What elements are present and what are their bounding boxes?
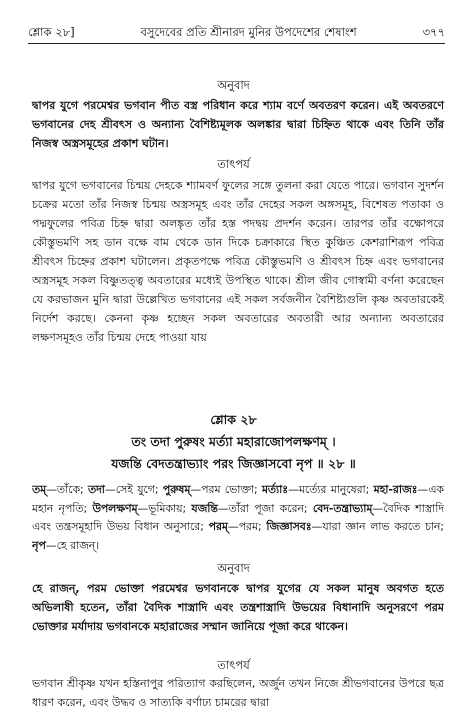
header-verse-ref: শ্লোক ২৮] [28, 25, 75, 39]
synonym-word: উপলক্ষণম্ [92, 501, 138, 515]
synonym-meaning: পরম ভোক্তা; [201, 483, 258, 496]
verse-number: শ্লোক ২৮ [210, 412, 257, 427]
purport-text-2: ভগবান শ্রীকৃষ্ণ যখন হস্তিনাপুর পরিত্যাগ করছিলেন, অর্জুন তখন নিজে শ্রীভগবানের উপরে ছত্র ধারণ করেন, এবং উদ্ধব ও সাত্যকি বর্ণাঢ্য চামরের দ্বারা [32, 677, 444, 708]
synonym-meaning: এক মহান নৃপতি; [32, 483, 444, 515]
synonym-meaning: হে রাজন্। [56, 538, 100, 552]
translation-heading-2: অনুবাদ [217, 561, 250, 575]
running-header [28, 24, 445, 43]
synonym-word: পুরুষম্ [162, 483, 191, 496]
purport-heading: তাৎপর্য [217, 157, 250, 171]
verse-line-2: যজন্তি বেদতন্ত্রাভ্যাং পরং জিজ্ঞাসবো নৃপ ॥ ২৮ ॥ [111, 456, 356, 471]
purport-text: দ্বাপর যুগে ভগবানের চিন্ময় দেহকে শ্যামবর্ণ ফুলের সঙ্গে তুলনা করা যেতে পারে। ভগবান সুদর্শন চক্রের মতো তাঁর নিজস্ব চিন্ময় অস্ত্রসমূহ এবং তাঁর দেহের সকল অঙ্গসমূহ, বিশেষত পতাকা ও পদ্মফুলের পবিত্র চিহ্ন দ্বারা অলঙ্কৃত তাঁর হস্ত পদদ্বয় প্রদর্শন করেন। তারপর তাঁর বক্ষোপরে কৌস্তুভমণি সহ ডান বক্ষে বাম থেকে ডান দিকে চক্রাকারে স্থিত কুঞ্চিত কেশরাশিরূপ পবিত্র শ্রীবৎস চিহ্নের প্রকাশ ঘটালেন। প্রকৃতপক্ষে পবিত্র কৌস্তুভমণি ও শ্রীবৎস চিহ্ন এবং ভগবানের অস্ত্রসমূহ সকল বিষ্ণুতত্ত্ব অবতারের মধ্যেই উপস্থিত থাকে। শ্রীল জীব গোস্বামী বর্ণনা করেছেন যে করভাজন মুনি দ্বারা উল্লেখিত ভগবানের এই সকল সর্বজনীন বৈশিষ্ট্যগুলি কৃষ্ণ অবতারকেই নির্দেশ করছে। কেননা কৃষ্ণ হচ্ছেন সকল অবতারের অবতারী আর অন্যান্য অবতারের লক্ষণসমূহও তাঁর চিন্ময় দেহে পাওয়া যায় [32, 179, 444, 344]
synonym-word: তদা [88, 483, 105, 496]
translation-text: দ্বাপর যুগে পরমেশ্বর ভগবান পীত বস্ত্র পরিধান করে শ্যাম বর্ণে অবতরণ করেন। এই অবতরণে ভগবানের দেহ শ্রীবৎস ও অন্যান্য বৈশিষ্ট্যমূলক অলঙ্কার দ্বারা চিহ্নিত থাকে এবং তিনি তাঁর নিজস্ব অস্ত্রসমূহের প্রকাশ ঘটান। [32, 99, 444, 150]
purport-heading-2: তাৎপর্য [217, 658, 250, 672]
synonym-word: নৃপ [32, 538, 46, 552]
synonym-word: তম্ [32, 483, 47, 496]
synonym-word: মর্ত্যাঃ [261, 483, 289, 496]
header-chapter-title: বসুদেবের প্রতি শ্রীনারদ মুনির উপদেশের শেষাংশ [140, 25, 357, 39]
synonym-word: জিজ্ঞাসবঃ [266, 520, 312, 533]
synonym-meaning: বৈদিক শাস্ত্রাদি এবং তন্ত্রসমূহাদি উভয় বিধান অনুসারে; [32, 501, 444, 533]
verse-line-1: তং তদা পুরুষং মর্ত্যা মহারাজোপলক্ষণম্ । [131, 434, 336, 449]
synonym-meaning: সেই যুগে; [115, 483, 159, 496]
synonym-word: মহা-রাজঃ [373, 483, 418, 496]
page-number: ৩৭৭ [422, 25, 445, 39]
translation-heading: অনুবাদ [217, 78, 250, 92]
synonym-word: যজন্তি [191, 501, 218, 515]
synonym-meaning: তাঁকে; [56, 483, 84, 496]
synonym-meaning: যারা জ্ঞান লাভ করতে চান; [322, 520, 444, 533]
synonym-word: পরম্ [208, 520, 228, 533]
word-for-word-synonyms: তম্—তাঁকে; তদা—সেই যুগে; পুরুষম্—পরম ভোক্তা; মর্ত্যাঃ—মর্ত্যের মানুষেরা; মহা-রাজঃ—এক মহান নৃপতি; উপলক্ষণম্—ভূমিকায়; যজন্তি—তাঁরা পূজা করেন; বেদ-তন্ত্রাভ্যাম্—বৈদিক শাস্ত্রাদি এবং তন্ত্রসমূহাদি উভয় বিধান অনুসারে; পরম্—পরম; জিজ্ঞাসবঃ—যারা জ্ঞান লাভ করতে চান; নৃপ—হে রাজন্। [32, 483, 444, 552]
translation-text-2: হে রাজন্, পরম ভোক্তা পরমেশ্বর ভগবানকে দ্বাপর যুগের যে সকল মানুষ অবগত হতে অভিলাষী হতেন, তাঁরা বৈদিক শাস্ত্রাদি এবং তন্ত্রশাস্ত্রাদি উভয়ের বিধানাদি অনুসরণে পরম ভোক্তার মর্যাদায় ভগবানকে মহারাজের সম্মান জানিয়ে পূজা করে থাকেন। [32, 582, 444, 633]
synonym-word: বেদ-তন্ত্রাভ্যাম্ [312, 501, 373, 515]
synonym-meaning: ভূমিকায়; [148, 501, 187, 515]
synonym-meaning: মর্ত্যের মানুষেরা; [298, 483, 370, 496]
header-rule [28, 43, 445, 44]
synonym-meaning: তাঁরা পূজা করেন; [228, 501, 308, 515]
synonym-meaning: পরম; [238, 520, 262, 533]
